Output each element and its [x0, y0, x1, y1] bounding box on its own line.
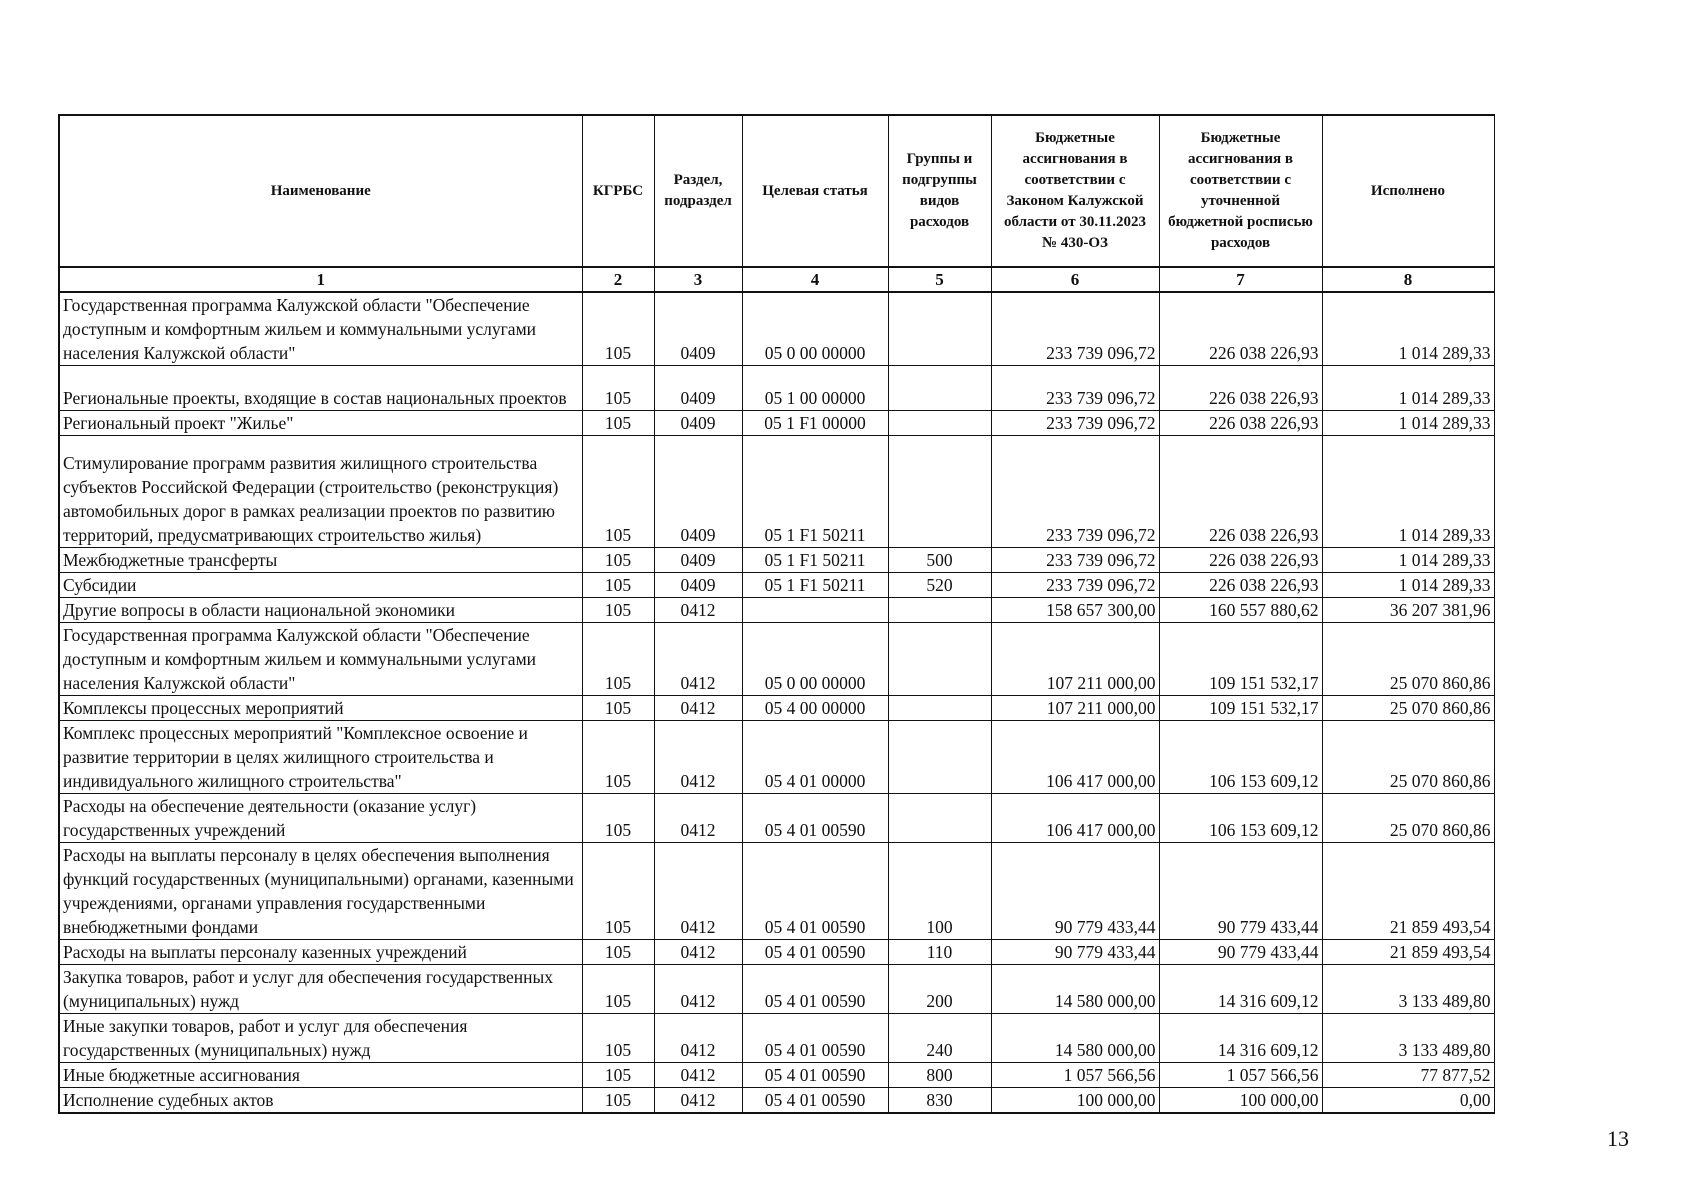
table-row	[59, 721, 1494, 794]
row-rospis-amount: 226 038 226,93	[1159, 411, 1322, 436]
row-rospis-amount: 90 779 433,44	[1159, 940, 1322, 965]
row-rospis-amount: 106 153 609,12	[1159, 794, 1322, 843]
row-razdel: 0412	[654, 843, 742, 940]
row-razdel: 0409	[654, 573, 742, 598]
row-name: Закупка товаров, работ и услуг для обеспечения государственных (муниципальных) нужд	[59, 965, 582, 1014]
row-celevaya-statya: 05 4 01 00590	[742, 843, 888, 940]
row-rospis-amount: 106 153 609,12	[1159, 721, 1322, 794]
row-vid-raskhodov	[888, 292, 991, 366]
row-celevaya-statya	[742, 598, 888, 623]
column-number: 2	[582, 267, 654, 292]
row-kgrbs: 105	[582, 292, 654, 366]
table-row	[59, 623, 1494, 696]
row-name: Иные закупки товаров, работ и услуг для обеспечения государственных (муниципальных) нужд	[59, 1014, 582, 1063]
row-razdel: 0412	[654, 965, 742, 1014]
row-kgrbs: 105	[582, 623, 654, 696]
column-number: 5	[888, 267, 991, 292]
row-name: Государственная программа Калужской области "Обеспечение доступным и комфортным жильем и коммунальными услугами населения Калужской области"	[59, 292, 582, 366]
row-name: Иные бюджетные ассигнования	[59, 1063, 582, 1088]
header-celevaya-statya: Целевая статья	[742, 115, 888, 267]
row-rospis-amount: 14 316 609,12	[1159, 1014, 1322, 1063]
row-rospis-amount: 226 038 226,93	[1159, 366, 1322, 411]
row-vid-raskhodov	[888, 623, 991, 696]
row-kgrbs: 105	[582, 436, 654, 548]
row-ispolneno-amount: 0,00	[1322, 1088, 1494, 1114]
row-celevaya-statya: 05 4 01 00590	[742, 1014, 888, 1063]
header-name: Наименование	[59, 115, 582, 267]
row-ispolneno-amount: 25 070 860,86	[1322, 721, 1494, 794]
header-ispolneno: Исполнено	[1322, 115, 1494, 267]
table-row	[59, 843, 1494, 940]
table-row	[59, 598, 1494, 623]
row-razdel: 0409	[654, 436, 742, 548]
row-zakon-amount: 233 739 096,72	[991, 411, 1159, 436]
row-name: Межбюджетные трансферты	[59, 548, 582, 573]
column-number: 3	[654, 267, 742, 292]
row-zakon-amount: 100 000,00	[991, 1088, 1159, 1114]
row-zakon-amount: 107 211 000,00	[991, 696, 1159, 721]
row-name: Другие вопросы в области национальной экономики	[59, 598, 582, 623]
row-name: Расходы на выплаты персоналу казенных учреждений	[59, 940, 582, 965]
table-row	[59, 366, 1494, 411]
row-rospis-amount: 226 038 226,93	[1159, 548, 1322, 573]
row-name: Расходы на обеспечение деятельности (оказание услуг) государственных учреждений	[59, 794, 582, 843]
header-zakon-assignments: Бюджетные ассигнования в соответствии с Законом Калужской области от 30.11.2023 № 430-ОЗ	[991, 115, 1159, 267]
row-ispolneno-amount: 25 070 860,86	[1322, 623, 1494, 696]
column-number: 6	[991, 267, 1159, 292]
row-zakon-amount: 107 211 000,00	[991, 623, 1159, 696]
row-zakon-amount: 233 739 096,72	[991, 548, 1159, 573]
row-razdel: 0412	[654, 794, 742, 843]
row-ispolneno-amount: 1 014 289,33	[1322, 436, 1494, 548]
row-kgrbs: 105	[582, 1014, 654, 1063]
row-vid-raskhodov: 240	[888, 1014, 991, 1063]
row-ispolneno-amount: 1 014 289,33	[1322, 411, 1494, 436]
row-vid-raskhodov	[888, 721, 991, 794]
row-kgrbs: 105	[582, 843, 654, 940]
row-vid-raskhodov: 110	[888, 940, 991, 965]
row-vid-raskhodov	[888, 598, 991, 623]
row-ispolneno-amount: 1 014 289,33	[1322, 366, 1494, 411]
row-vid-raskhodov: 800	[888, 1063, 991, 1088]
row-celevaya-statya: 05 4 01 00590	[742, 1088, 888, 1114]
row-name: Стимулирование программ развития жилищного строительства субъектов Российской Федерации (строительство (реконструкция) автомобильных дорог в рамках реализации проектов по развитию территорий, предусматривающих строительство жилья)	[59, 436, 582, 548]
row-ispolneno-amount: 21 859 493,54	[1322, 843, 1494, 940]
table-row	[59, 292, 1494, 366]
row-celevaya-statya: 05 4 01 00000	[742, 721, 888, 794]
row-celevaya-statya: 05 1 F1 00000	[742, 411, 888, 436]
table-row	[59, 1014, 1494, 1063]
row-ispolneno-amount: 77 877,52	[1322, 1063, 1494, 1088]
row-ispolneno-amount: 3 133 489,80	[1322, 1014, 1494, 1063]
row-celevaya-statya: 05 1 F1 50211	[742, 573, 888, 598]
row-rospis-amount: 100 000,00	[1159, 1088, 1322, 1114]
row-razdel: 0412	[654, 696, 742, 721]
header-vid-raskhodov: Группы и подгруппы видов расходов	[888, 115, 991, 267]
header-razdel: Раздел, подраздел	[654, 115, 742, 267]
row-celevaya-statya: 05 0 00 00000	[742, 623, 888, 696]
column-number-row	[59, 267, 1494, 292]
column-number: 1	[59, 267, 582, 292]
row-celevaya-statya: 05 4 01 00590	[742, 965, 888, 1014]
header-kgrbs: КГРБС	[582, 115, 654, 267]
table-row	[59, 1088, 1494, 1114]
row-name: Региональный проект "Жилье"	[59, 411, 582, 436]
table-row	[59, 965, 1494, 1014]
row-ispolneno-amount: 25 070 860,86	[1322, 794, 1494, 843]
row-rospis-amount: 14 316 609,12	[1159, 965, 1322, 1014]
table-row	[59, 940, 1494, 965]
row-kgrbs: 105	[582, 721, 654, 794]
row-name: Исполнение судебных актов	[59, 1088, 582, 1114]
row-razdel: 0412	[654, 1014, 742, 1063]
row-razdel: 0409	[654, 411, 742, 436]
row-name: Государственная программа Калужской области "Обеспечение доступным и комфортным жильем и коммунальными услугами населения Калужской области"	[59, 623, 582, 696]
row-razdel: 0409	[654, 292, 742, 366]
row-razdel: 0409	[654, 366, 742, 411]
row-kgrbs: 105	[582, 366, 654, 411]
budget-table	[58, 114, 1495, 1114]
row-zakon-amount: 1 057 566,56	[991, 1063, 1159, 1088]
row-vid-raskhodov	[888, 794, 991, 843]
row-ispolneno-amount: 1 014 289,33	[1322, 573, 1494, 598]
header-rospis-assignments: Бюджетные ассигнования в соответствии с уточненной бюджетной росписью расходов	[1159, 115, 1322, 267]
row-name: Субсидии	[59, 573, 582, 598]
row-vid-raskhodov	[888, 696, 991, 721]
row-razdel: 0412	[654, 940, 742, 965]
table-row	[59, 573, 1494, 598]
row-kgrbs: 105	[582, 1088, 654, 1114]
page-number: 13	[1607, 1126, 1629, 1151]
row-vid-raskhodov: 830	[888, 1088, 991, 1114]
row-name: Расходы на выплаты персоналу в целях обеспечения выполнения функций государственных (муниципальными) органами, казенными учреждениями, органами управления государственными внебюджетными фондами	[59, 843, 582, 940]
row-kgrbs: 105	[582, 573, 654, 598]
table-row	[59, 794, 1494, 843]
column-number: 7	[1159, 267, 1322, 292]
row-celevaya-statya: 05 4 00 00000	[742, 696, 888, 721]
row-name: Региональные проекты, входящие в состав национальных проектов	[59, 366, 582, 411]
row-zakon-amount: 14 580 000,00	[991, 1014, 1159, 1063]
table-row	[59, 696, 1494, 721]
row-zakon-amount: 233 739 096,72	[991, 366, 1159, 411]
row-ispolneno-amount: 25 070 860,86	[1322, 696, 1494, 721]
row-zakon-amount: 90 779 433,44	[991, 940, 1159, 965]
row-vid-raskhodov	[888, 366, 991, 411]
row-celevaya-statya: 05 1 F1 50211	[742, 436, 888, 548]
row-ispolneno-amount: 36 207 381,96	[1322, 598, 1494, 623]
row-rospis-amount: 226 038 226,93	[1159, 436, 1322, 548]
row-zakon-amount: 106 417 000,00	[991, 794, 1159, 843]
row-ispolneno-amount: 21 859 493,54	[1322, 940, 1494, 965]
row-name: Комплексы процессных мероприятий	[59, 696, 582, 721]
row-kgrbs: 105	[582, 940, 654, 965]
row-razdel: 0412	[654, 623, 742, 696]
row-zakon-amount: 233 739 096,72	[991, 292, 1159, 366]
row-zakon-amount: 158 657 300,00	[991, 598, 1159, 623]
row-vid-raskhodov: 520	[888, 573, 991, 598]
row-celevaya-statya: 05 1 F1 50211	[742, 548, 888, 573]
row-name: Комплекс процессных мероприятий "Комплексное освоение и развитие территории в целях жилищного строительства и индивидуального жилищного строительства"	[59, 721, 582, 794]
table-row	[59, 548, 1494, 573]
row-rospis-amount: 109 151 532,17	[1159, 623, 1322, 696]
column-number: 4	[742, 267, 888, 292]
row-celevaya-statya: 05 4 01 00590	[742, 794, 888, 843]
table-row	[59, 411, 1494, 436]
column-number: 8	[1322, 267, 1494, 292]
table-row	[59, 1063, 1494, 1088]
row-ispolneno-amount: 1 014 289,33	[1322, 292, 1494, 366]
row-rospis-amount: 1 057 566,56	[1159, 1063, 1322, 1088]
row-zakon-amount: 233 739 096,72	[991, 573, 1159, 598]
row-vid-raskhodov	[888, 411, 991, 436]
row-kgrbs: 105	[582, 696, 654, 721]
row-celevaya-statya: 05 4 01 00590	[742, 940, 888, 965]
table-body	[59, 292, 1494, 1113]
row-vid-raskhodov	[888, 436, 991, 548]
row-kgrbs: 105	[582, 794, 654, 843]
row-kgrbs: 105	[582, 411, 654, 436]
row-rospis-amount: 226 038 226,93	[1159, 573, 1322, 598]
row-razdel: 0412	[654, 598, 742, 623]
row-rospis-amount: 160 557 880,62	[1159, 598, 1322, 623]
row-kgrbs: 105	[582, 1063, 654, 1088]
row-celevaya-statya: 05 1 00 00000	[742, 366, 888, 411]
row-vid-raskhodov: 500	[888, 548, 991, 573]
row-vid-raskhodov: 100	[888, 843, 991, 940]
row-razdel: 0412	[654, 1088, 742, 1114]
row-kgrbs: 105	[582, 598, 654, 623]
row-zakon-amount: 14 580 000,00	[991, 965, 1159, 1014]
row-rospis-amount: 90 779 433,44	[1159, 843, 1322, 940]
row-zakon-amount: 90 779 433,44	[991, 843, 1159, 940]
row-razdel: 0409	[654, 548, 742, 573]
row-rospis-amount: 109 151 532,17	[1159, 696, 1322, 721]
row-kgrbs: 105	[582, 965, 654, 1014]
row-celevaya-statya: 05 4 01 00590	[742, 1063, 888, 1088]
row-vid-raskhodov: 200	[888, 965, 991, 1014]
row-zakon-amount: 233 739 096,72	[991, 436, 1159, 548]
row-kgrbs: 105	[582, 548, 654, 573]
row-ispolneno-amount: 1 014 289,33	[1322, 548, 1494, 573]
row-rospis-amount: 226 038 226,93	[1159, 292, 1322, 366]
row-celevaya-statya: 05 0 00 00000	[742, 292, 888, 366]
table-row	[59, 436, 1494, 548]
header-row	[59, 115, 1494, 267]
row-razdel: 0412	[654, 1063, 742, 1088]
row-zakon-amount: 106 417 000,00	[991, 721, 1159, 794]
row-ispolneno-amount: 3 133 489,80	[1322, 965, 1494, 1014]
row-razdel: 0412	[654, 721, 742, 794]
